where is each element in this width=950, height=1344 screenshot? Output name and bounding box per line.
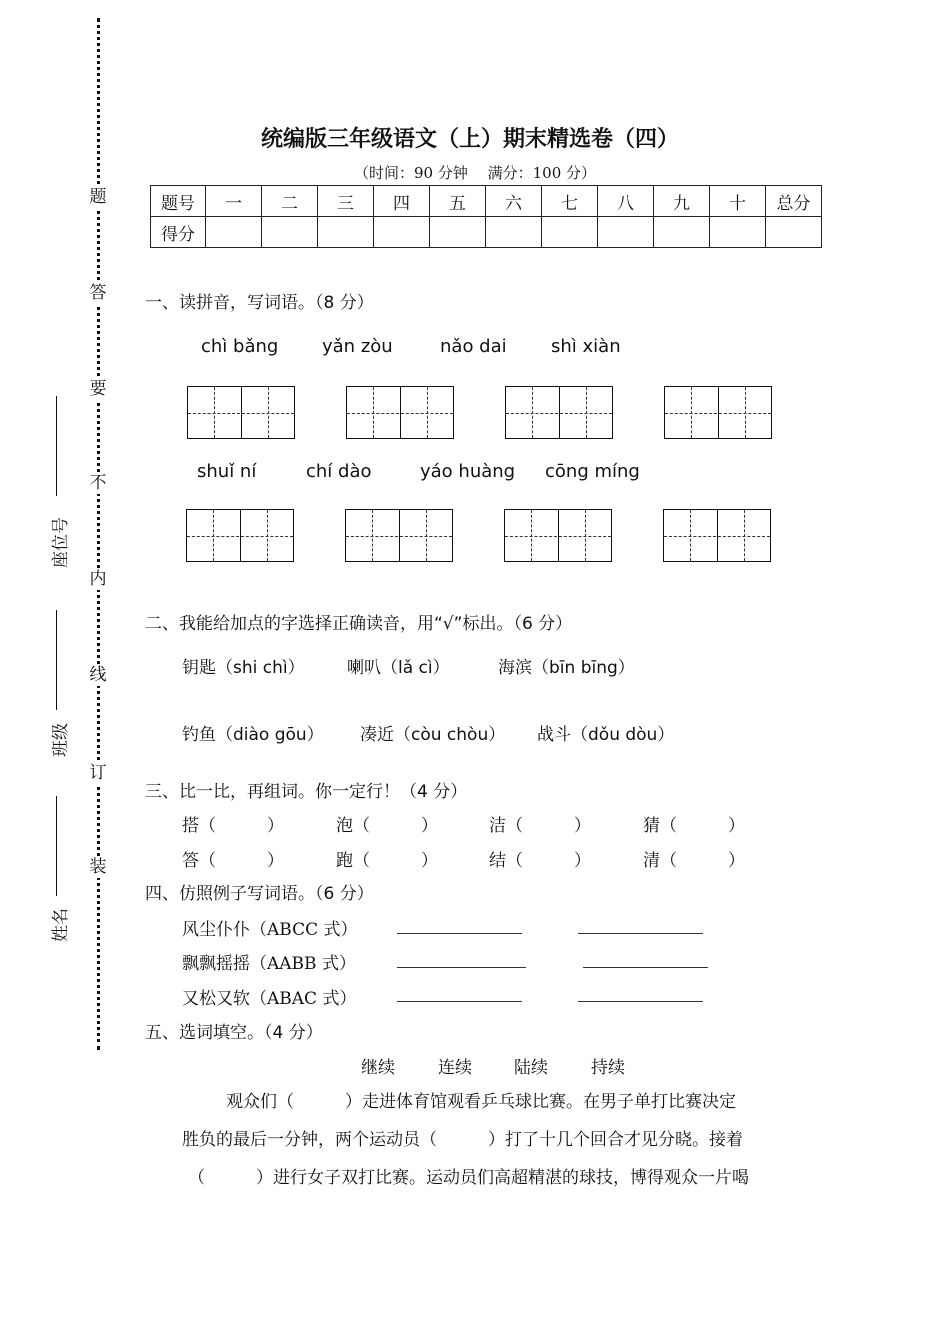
score-cell-empty[interactable] (262, 217, 318, 248)
writing-grid[interactable] (346, 386, 454, 439)
writing-grid[interactable] (187, 386, 295, 439)
compare-word-item[interactable]: 猜（ ） (643, 816, 745, 836)
score-table-score-row (151, 217, 822, 248)
pinyin-item: cōng míng (545, 461, 640, 482)
score-cell-empty[interactable] (374, 217, 430, 248)
pinyin-item: chì bǎng (201, 336, 279, 357)
score-cell-header: 八 (598, 186, 654, 217)
score-row-label: 得分 (151, 217, 206, 248)
compare-word-item[interactable]: 跑（ ） (336, 851, 438, 871)
pinyin-item: yáo huàng (420, 461, 516, 482)
score-cell-empty[interactable] (542, 217, 598, 248)
score-cell-empty[interactable] (318, 217, 374, 248)
section2-heading: 二、我能给加点的字选择正确读音，用“√”标出。（6 分） (145, 614, 573, 634)
section3-heading: 三、比一比，再组词。你一定行！（4 分） (145, 782, 468, 802)
pinyin-item: chí dào (306, 461, 372, 482)
word-choice: 连续 (438, 1058, 472, 1078)
class-label: 班级 (51, 723, 71, 757)
section1-heading: 一、读拼音，写词语。（8 分） (145, 293, 374, 313)
compare-word-item[interactable]: 洁（ ） (489, 816, 591, 836)
score-cell-empty[interactable] (710, 217, 766, 248)
score-cell-empty[interactable] (766, 217, 822, 248)
score-cell-empty[interactable] (206, 217, 262, 248)
pattern-example: 又松又软（ABAC 式） (182, 989, 357, 1009)
name-underline (56, 796, 57, 896)
margin-char-4: 不 (87, 472, 109, 494)
reading-choice-item[interactable]: 喇叭（lǎ cì） (347, 658, 450, 678)
score-cell-header: 总分 (766, 186, 822, 217)
pinyin-item: shì xiàn (551, 336, 621, 357)
reading-choice-item[interactable]: 海滨（bīn bīng） (498, 658, 635, 678)
score-cell-header: 三 (318, 186, 374, 217)
reading-choice-item[interactable]: 钓鱼（diào gōu） (182, 725, 324, 745)
name-label: 姓名 (51, 908, 71, 942)
seat-underline (56, 396, 57, 496)
compare-word-item[interactable]: 答（ ） (182, 851, 284, 871)
writing-grid[interactable] (663, 509, 771, 562)
score-cell-header: 二 (262, 186, 318, 217)
writing-grid[interactable] (345, 509, 453, 562)
compare-word-item[interactable]: 清（ ） (643, 851, 745, 871)
pinyin-item: yǎn zòu (322, 336, 393, 357)
page-title: 统编版三年级语文（上）期末精选卷（四） (260, 126, 679, 152)
margin-char-2: 答 (87, 282, 109, 304)
score-cell-header: 五 (430, 186, 486, 217)
word-choice: 持续 (591, 1058, 625, 1078)
answer-blank[interactable] (397, 1001, 522, 1002)
margin-char-8: 装 (87, 856, 109, 878)
score-cell-header: 七 (542, 186, 598, 217)
reading-choice-item[interactable]: 战斗（dǒu dòu） (537, 725, 675, 745)
pattern-example: 飘飘摇摇（AABB 式） (182, 954, 356, 974)
compare-word-item[interactable]: 搭（ ） (182, 816, 284, 836)
score-cell-header: 一 (206, 186, 262, 217)
score-cell-empty[interactable] (430, 217, 486, 248)
pinyin-item: nǎo dai (440, 336, 507, 357)
answer-blank[interactable] (397, 967, 526, 968)
page-subtitle: （时间：90 分钟 满分：100 分） (353, 164, 597, 182)
writing-grid[interactable] (505, 386, 613, 439)
margin-char-3: 要 (87, 378, 109, 400)
margin-char-5: 内 (87, 568, 109, 590)
score-table-header-row (151, 186, 822, 217)
passage-line: 胜负的最后一分钟，两个运动员（ ）打了十几个回合才见分晓。接着 (182, 1130, 743, 1150)
word-choice: 继续 (361, 1058, 395, 1078)
reading-choice-item[interactable]: 凑近（còu chòu） (360, 725, 506, 745)
compare-word-item[interactable]: 泡（ ） (336, 816, 438, 836)
answer-blank[interactable] (578, 1001, 703, 1002)
score-table (150, 185, 822, 248)
pinyin-item: shuǐ ní (197, 461, 257, 482)
score-cell-header: 十 (710, 186, 766, 217)
margin-char-6: 线 (87, 664, 109, 686)
score-cell-empty[interactable] (486, 217, 542, 248)
compare-word-item[interactable]: 结（ ） (489, 851, 591, 871)
writing-grid[interactable] (186, 509, 294, 562)
score-cell-empty[interactable] (598, 217, 654, 248)
score-cell-header: 四 (374, 186, 430, 217)
word-choice: 陆续 (514, 1058, 548, 1078)
reading-choice-item[interactable]: 钥匙（shi chì） (182, 658, 305, 678)
class-underline (56, 610, 57, 710)
margin-char-7: 订 (87, 762, 109, 784)
section5-heading: 五、选词填空。（4 分） (145, 1023, 323, 1043)
section4-heading: 四、仿照例子写词语。（6 分） (145, 884, 374, 904)
score-cell-empty[interactable] (654, 217, 710, 248)
score-cell-header: 九 (654, 186, 710, 217)
passage-line: 观众们（ ）走进体育馆观看乒乓球比赛。在男子单打比赛决定 (226, 1092, 736, 1112)
answer-blank[interactable] (583, 967, 708, 968)
pattern-example: 风尘仆仆（ABCC 式） (182, 920, 358, 940)
seat-number-label: 座位号 (51, 517, 71, 568)
writing-grid[interactable] (664, 386, 772, 439)
answer-blank[interactable] (397, 933, 522, 934)
margin-char-1: 题 (87, 186, 109, 208)
score-cell-header: 六 (486, 186, 542, 217)
score-cell-header: 题号 (151, 186, 206, 217)
answer-blank[interactable] (578, 933, 703, 934)
writing-grid[interactable] (504, 509, 612, 562)
passage-line: （ ）进行女子双打比赛。运动员们高超精湛的球技，博得观众一片喝 (188, 1168, 749, 1188)
